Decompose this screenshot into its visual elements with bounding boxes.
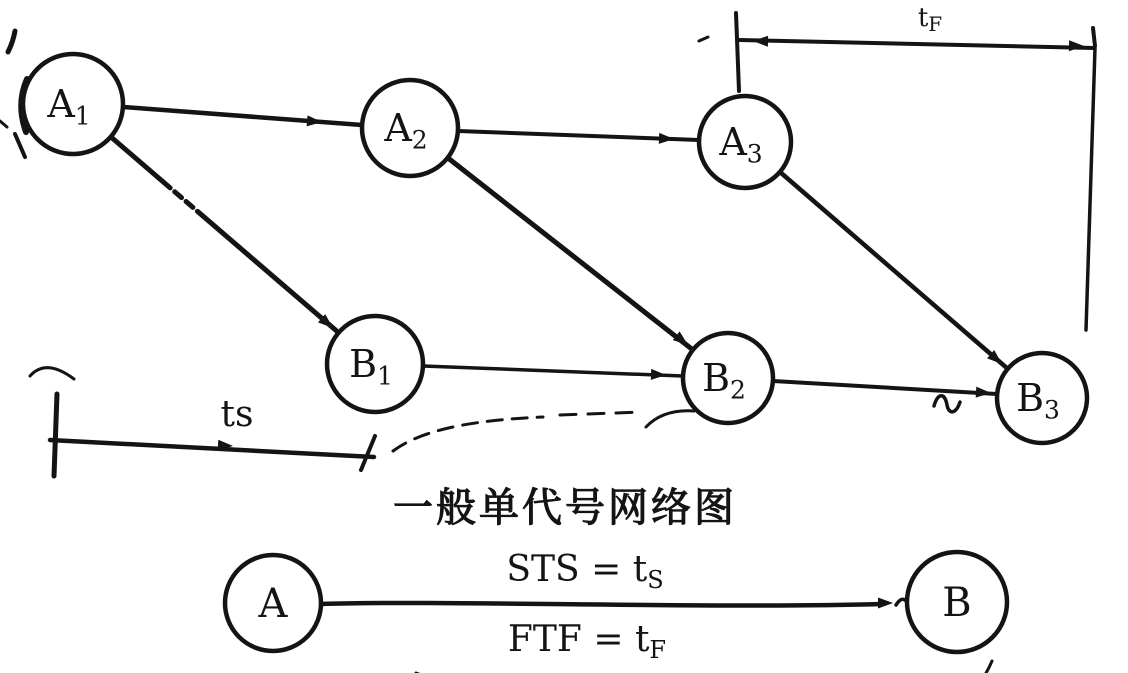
edge-B1-B2 (423, 366, 683, 376)
dim-tf-line (739, 40, 1094, 48)
b3-squiggle (934, 396, 960, 412)
edge-A2-A3-arrowhead-icon (659, 133, 674, 144)
legend-line (321, 603, 882, 606)
edge-B2-B3 (773, 381, 997, 394)
dim-tf-label: $t_F$ (917, 3, 943, 37)
node-label-B3: B3 (1016, 376, 1060, 425)
legend-arrowhead-icon (878, 598, 893, 609)
diagram-caption: 一般单代号网络图 (393, 485, 737, 531)
edge-A1-A2 (123, 107, 362, 125)
stray-curve-below-b1 (393, 417, 543, 451)
legend-node-label-A: A (258, 581, 288, 627)
edge-B1-B2-arrowhead-icon (651, 369, 666, 380)
dim-tf-left-arrowhead-icon (753, 36, 768, 47)
dim-tf-vertical-line (1086, 48, 1095, 330)
dim-ts-line (50, 440, 374, 457)
edge-A3-B3 (780, 172, 1008, 369)
stray-apostrophe (8, 31, 15, 52)
dim-ts-left-tick (54, 394, 57, 476)
stray-dash-left-edge (0, 121, 7, 127)
node-label-A3: A3 (719, 120, 763, 169)
stray-dashes-below-b2 (560, 412, 642, 415)
edge-B2-B3-arrowhead-icon (976, 387, 991, 398)
node-label-A2: A2 (384, 106, 428, 155)
dim-tf-corner-tick (1093, 28, 1095, 46)
legend-b-comma (986, 661, 992, 673)
dim-tf-left-tick (736, 13, 739, 91)
node-label-B2: B2 (702, 356, 746, 405)
stray-dash-below-a1 (15, 134, 25, 157)
legend-sts-label: STS = $t_S$ (506, 549, 664, 595)
node-label-A1: A1 (47, 82, 91, 131)
dim-ts-label: ts (220, 394, 254, 435)
legend-node-label-B: B (942, 580, 972, 626)
node-label-B1: B1 (349, 342, 393, 391)
edge-A2-B2 (448, 158, 693, 350)
a3-tick-comma (699, 37, 708, 41)
dim-ts-right-tick (361, 436, 375, 470)
legend-ftf-label: FTF = $t_F$ (507, 619, 667, 665)
stray-arc-below-b2 (646, 411, 694, 427)
stray-arc-above-ts (30, 368, 74, 379)
edge-A1-B1 (111, 137, 339, 333)
